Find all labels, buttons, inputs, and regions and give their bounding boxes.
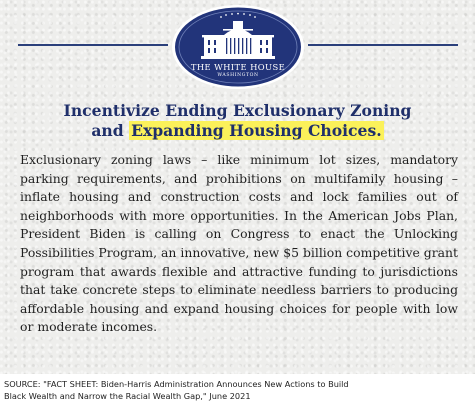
headline-line-1: Incentivize Ending Exclusionary Zoning	[63, 101, 412, 120]
white-house-seal	[171, 4, 305, 90]
source-line-1: SOURCE: "FACT SHEET: Biden-Harris Administration Announces New Actions to Build	[4, 379, 349, 389]
source-line-2: Black Wealth and Narrow the Racial Wealth Gap," June 2021	[4, 391, 251, 401]
divider-right	[308, 44, 458, 46]
headline-line-2	[10, 121, 465, 141]
headline-highlight: Expanding Housing Choices.	[131, 121, 382, 140]
headline-line-2-prefix: and	[91, 121, 130, 140]
seal-title: THE WHITE HOUSE	[190, 62, 286, 72]
body-paragraph: Exclusionary zoning laws – like minimum lot sizes, mandatory parking requirements, and prohibitions on multifamily housing – inflate housing and construction costs and lock families out of neighborhoods with more opportunities. In the American Jobs Plan, President Biden is calling on Congress to enact the Unlocking Possibilities Program, an innovative, new $5 billion competitive grant program that awards flexible and attractive funding to jurisdictions that take concrete steps to eliminate needless barriers to producing affordable housing and expand housing choices for people with low or moderate incomes.	[20, 152, 458, 335]
source-citation	[4, 378, 472, 402]
headline	[10, 101, 465, 141]
divider-left	[18, 44, 168, 46]
seal-subtitle: WASHINGTON	[217, 73, 259, 78]
